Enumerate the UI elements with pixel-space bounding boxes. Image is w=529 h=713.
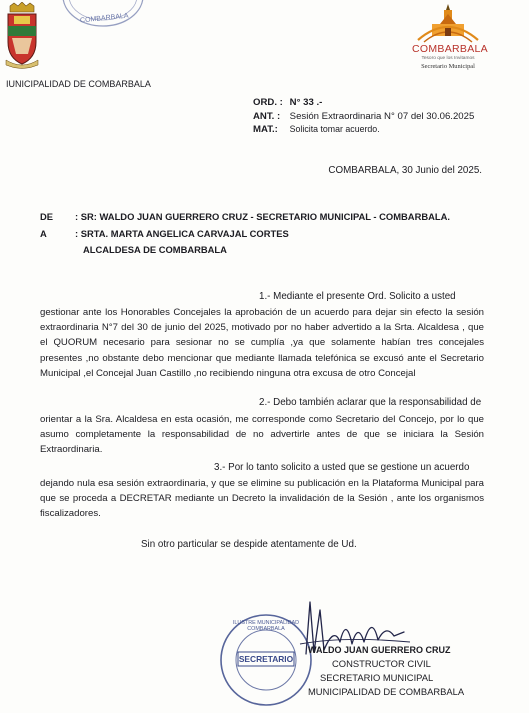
signer-title: CONSTRUCTOR CIVIL	[332, 658, 431, 669]
stamp-ring-text: ILUSTRE MUNICIPALIDAD COMBARBALA	[232, 620, 300, 632]
paragraph-2-body: orientar a la Sra. Alcaldesa en esta ocasión, me corresponde como Secretario del Concejo, por lo que asumo completamente la responsabilidad de no advertirle antes de que se iniciara la Sesión Extraordinaria.	[40, 414, 484, 456]
municipal-coat-of-arms	[4, 2, 40, 70]
ant-label: ANT. :	[253, 111, 281, 122]
mat-value: Solicita tomar acuerdo.	[289, 124, 380, 134]
a-value: : SRTA. MARTA ANGELICA CARVAJAL CORTES	[75, 228, 289, 239]
combarbala-logo	[410, 4, 486, 76]
logo-name: COMBARBALA	[412, 43, 488, 55]
mat-label: MAT.:	[253, 124, 278, 135]
paragraph-1-body: gestionar ante los Honorables Concejales la aprobación de un acuerdo para dejar sin efecto la sesión extraordinaria N°7 del 30 de junio del 2025, motivado por no haber advertido a la Srta. Alcaldesa , que el QUORUM necesario para sesionar no se cumplía ,ya que solamente habían tres concejales presentes ,no obstante debo mencionar que mediante llamada telefónica se excusó ante el Secretario Municipal ,el Concejal Juan Castillo ,no recibiendo ninguna otra excusa de otro Concejal	[40, 307, 484, 379]
a-label: A	[40, 228, 47, 239]
signer-role: SECRETARIO MUNICIPAL	[320, 672, 434, 683]
closing-line: Sin otro particular se despide atentamente de Ud.	[141, 539, 357, 550]
top-stamp-text: COMBARBALA	[79, 12, 129, 25]
a-role: ALCALDESA DE COMBARBALA	[83, 244, 227, 255]
stamp-center-text: SECRETARIO	[238, 654, 294, 664]
paragraph-3-body: dejando nula esa sesión extraordinaria, y que se elimine su publicación en la Plataforma Municipal para que se proceda a DECRETAR mediante un Decreto la invalidación de la Sesión , ante los organismos fiscalizadores.	[40, 478, 484, 520]
church-logo-icon	[410, 4, 486, 44]
de-value: : SR: WALDO JUAN GUERRERO CRUZ - SECRETARIO MUNICIPAL - COMBARBALA.	[75, 211, 450, 222]
mat-line	[253, 124, 380, 136]
ord-value: N° 33 .-	[289, 97, 323, 108]
logo-department: Secretario Municipal	[421, 63, 475, 70]
signer-name: WALDO JUAN GUERRERO CRUZ	[308, 645, 451, 655]
ant-line	[253, 111, 474, 123]
ord-line	[253, 97, 322, 109]
de-label: DE	[40, 211, 54, 222]
ant-value: Sesión Extraordinaria N° 07 del 30.06.2025	[289, 111, 475, 122]
top-stamp	[60, 0, 146, 30]
signature-block	[300, 643, 464, 699]
paragraph-2-start: 2.- Debo también aclarar que la responsabilidad de	[259, 397, 482, 408]
paragraph-3-start: 3.- Por lo tanto solicito a usted que se gestione un acuerdo	[214, 462, 470, 473]
municipality-label: IUNICIPALIDAD DE COMBARBALA	[6, 79, 151, 89]
paragraph-1-start: 1.- Mediante el presente Ord. Solicito a usted	[259, 291, 456, 302]
logo-tagline: Tesoro que los Invitamos	[421, 56, 475, 61]
signer-org: MUNICIPALIDAD DE COMBARBALA	[308, 686, 465, 697]
ord-label: ORD. :	[253, 97, 283, 108]
place-date: COMBARBALA, 30 Junio del 2025.	[328, 165, 482, 176]
